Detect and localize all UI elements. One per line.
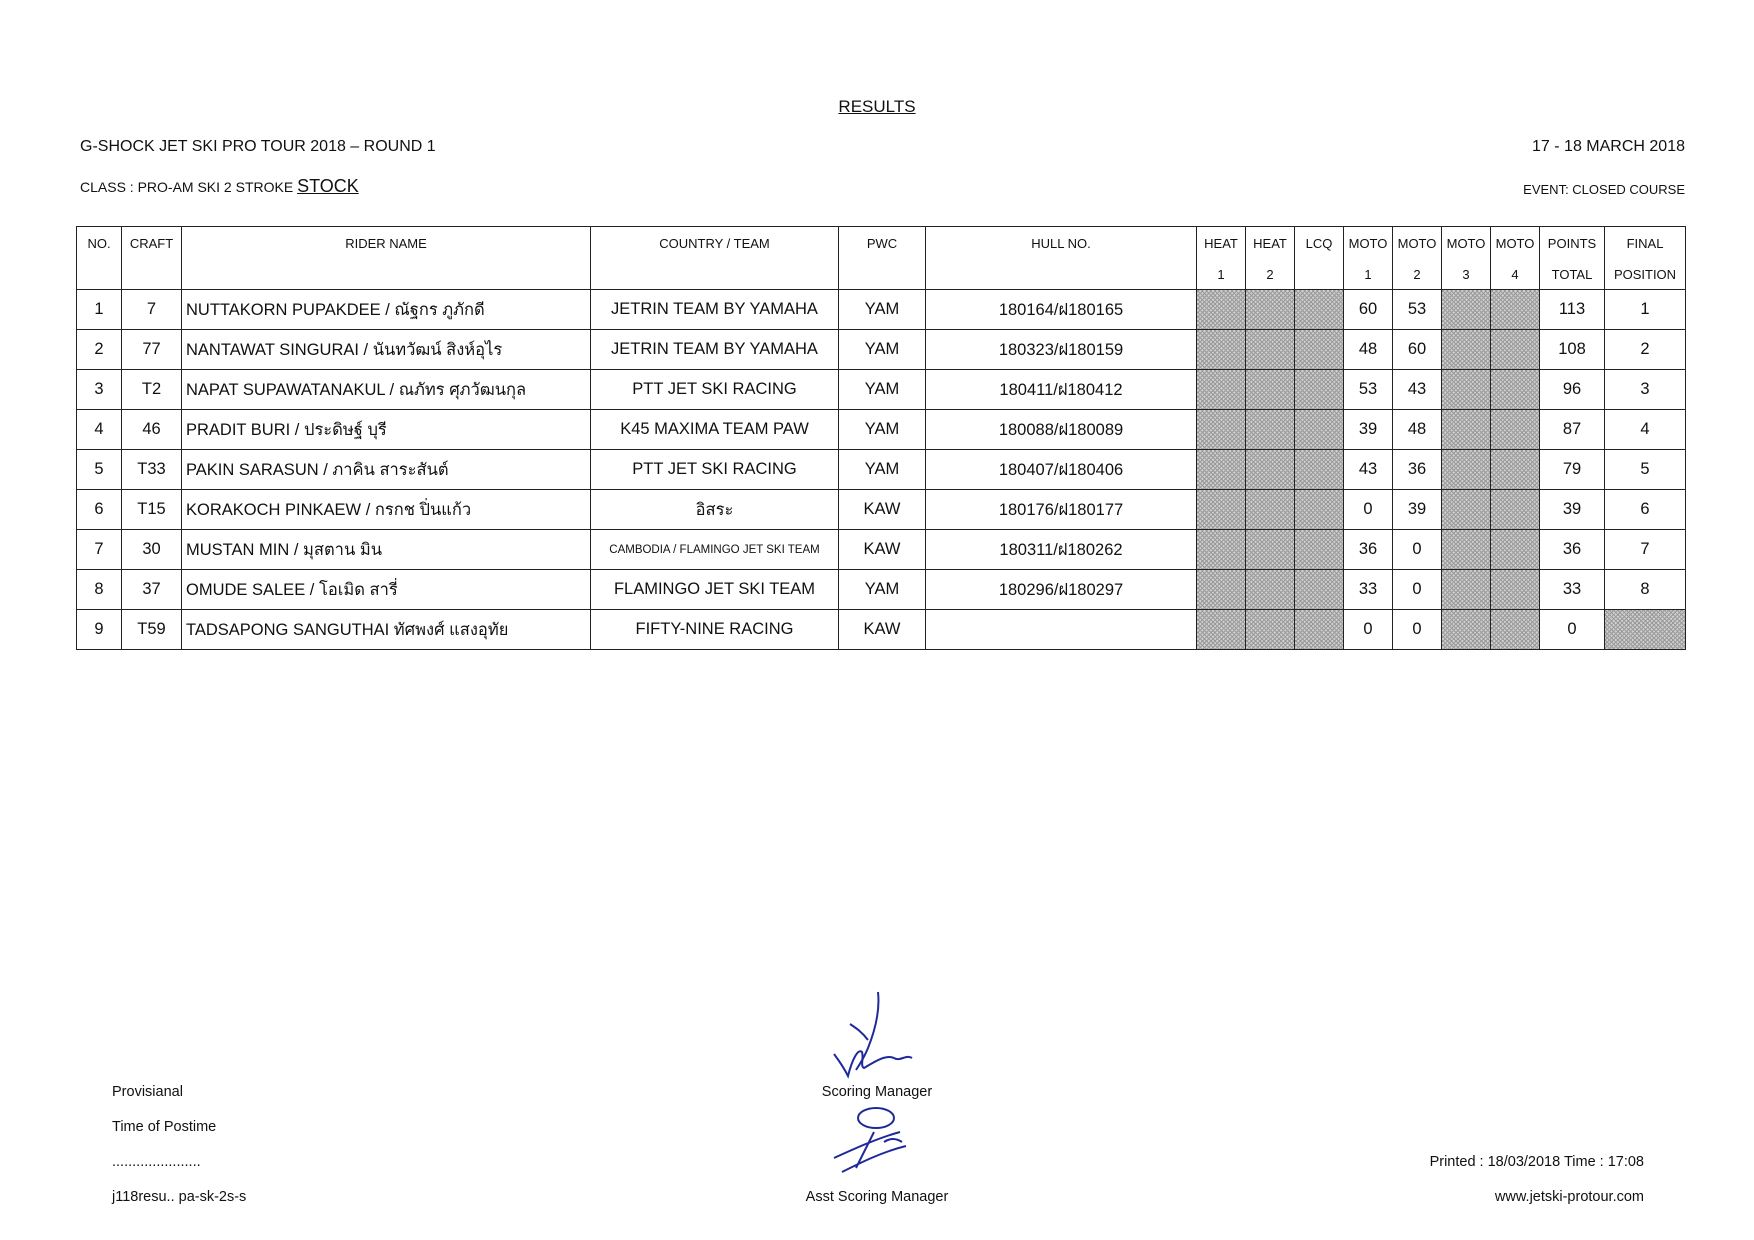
cell-craft: 7 bbox=[122, 290, 182, 330]
postime-blank: ...................... bbox=[112, 1154, 201, 1170]
cell-pwc: YAM bbox=[839, 370, 926, 410]
cell-rider-name: PRADIT BURI / ประดิษฐ์ บุรี bbox=[182, 410, 591, 450]
class-emphasis: STOCK bbox=[297, 176, 359, 196]
cell-no: 6 bbox=[77, 490, 122, 530]
cell-hull-no: 180088/ฝ180089 bbox=[926, 410, 1197, 450]
cell-moto-4 bbox=[1491, 490, 1540, 530]
cell-hull-no: 180296/ฝ180297 bbox=[926, 570, 1197, 610]
cell-rider-name: TADSAPONG SANGUTHAI ทัศพงศ์ แสงอุทัย bbox=[182, 610, 591, 650]
col-heat-2: HEAT 2 bbox=[1246, 227, 1295, 290]
cell-country-team: FIFTY-NINE RACING bbox=[591, 610, 839, 650]
cell-moto-4 bbox=[1491, 610, 1540, 650]
cell-country-team: PTT JET SKI RACING bbox=[591, 450, 839, 490]
cell-moto-2: 48 bbox=[1393, 410, 1442, 450]
col-lcq: LCQ bbox=[1295, 227, 1344, 290]
cell-rider-name: PAKIN SARASUN / ภาคิน สาระสันต์ bbox=[182, 450, 591, 490]
cell-heat-2 bbox=[1246, 290, 1295, 330]
cell-moto-2: 36 bbox=[1393, 450, 1442, 490]
cell-heat-2 bbox=[1246, 450, 1295, 490]
cell-moto-1: 43 bbox=[1344, 450, 1393, 490]
cell-pwc: YAM bbox=[839, 410, 926, 450]
results-body bbox=[77, 290, 1686, 650]
cell-pwc: YAM bbox=[839, 290, 926, 330]
cell-moto-4 bbox=[1491, 330, 1540, 370]
cell-rider-name: KORAKOCH PINKAEW / กรกช ปิ่นแก้ว bbox=[182, 490, 591, 530]
cell-rider-name: OMUDE SALEE / โอเมิด สารี่ bbox=[182, 570, 591, 610]
asst-scoring-manager-signature bbox=[826, 1102, 926, 1178]
cell-final-position: 7 bbox=[1605, 530, 1686, 570]
cell-points-total: 0 bbox=[1540, 610, 1605, 650]
cell-hull-no: 180176/ฝ180177 bbox=[926, 490, 1197, 530]
scoring-manager-signature bbox=[820, 988, 925, 1080]
cell-no: 2 bbox=[77, 330, 122, 370]
event-date: 17 - 18 MARCH 2018 bbox=[1532, 138, 1685, 155]
provisional-label: Provisianal bbox=[112, 1084, 183, 1100]
cell-moto-1: 36 bbox=[1344, 530, 1393, 570]
cell-points-total: 96 bbox=[1540, 370, 1605, 410]
cell-craft: T33 bbox=[122, 450, 182, 490]
cell-moto-3 bbox=[1442, 490, 1491, 530]
cell-moto-1: 0 bbox=[1344, 610, 1393, 650]
cell-moto-3 bbox=[1442, 530, 1491, 570]
cell-hull-no: 180323/ฝ180159 bbox=[926, 330, 1197, 370]
cell-points-total: 79 bbox=[1540, 450, 1605, 490]
cell-no: 3 bbox=[77, 370, 122, 410]
cell-craft: 30 bbox=[122, 530, 182, 570]
cell-heat-1 bbox=[1197, 450, 1246, 490]
col-points-total: POINTS TOTAL bbox=[1540, 227, 1605, 290]
cell-points-total: 39 bbox=[1540, 490, 1605, 530]
time-of-postime-label: Time of Postime bbox=[112, 1119, 217, 1135]
cell-hull-no: 180164/ฝ180165 bbox=[926, 290, 1197, 330]
cell-final-position bbox=[1605, 610, 1686, 650]
cell-heat-1 bbox=[1197, 490, 1246, 530]
cell-pwc: KAW bbox=[839, 610, 926, 650]
cell-heat-2 bbox=[1246, 370, 1295, 410]
table-row bbox=[77, 530, 1686, 570]
cell-heat-1 bbox=[1197, 370, 1246, 410]
cell-moto-2: 43 bbox=[1393, 370, 1442, 410]
cell-craft: 46 bbox=[122, 410, 182, 450]
cell-pwc: KAW bbox=[839, 530, 926, 570]
cell-hull-no bbox=[926, 610, 1197, 650]
cell-final-position: 6 bbox=[1605, 490, 1686, 530]
cell-lcq bbox=[1295, 490, 1344, 530]
table-row bbox=[77, 330, 1686, 370]
cell-hull-no: 180407/ฝ180406 bbox=[926, 450, 1197, 490]
table-row bbox=[77, 450, 1686, 490]
col-heat-1: HEAT 1 bbox=[1197, 227, 1246, 290]
cell-moto-3 bbox=[1442, 370, 1491, 410]
cell-country-team: PTT JET SKI RACING bbox=[591, 370, 839, 410]
table-row bbox=[77, 370, 1686, 410]
cell-points-total: 108 bbox=[1540, 330, 1605, 370]
printed-timestamp: Printed : 18/03/2018 Time : 17:08 bbox=[1429, 1154, 1644, 1170]
cell-craft: T2 bbox=[122, 370, 182, 410]
col-pwc: PWC bbox=[839, 227, 926, 290]
cell-moto-3 bbox=[1442, 290, 1491, 330]
cell-points-total: 36 bbox=[1540, 530, 1605, 570]
cell-craft: T59 bbox=[122, 610, 182, 650]
cell-heat-2 bbox=[1246, 410, 1295, 450]
cell-moto-2: 60 bbox=[1393, 330, 1442, 370]
cell-final-position: 5 bbox=[1605, 450, 1686, 490]
cell-craft: 77 bbox=[122, 330, 182, 370]
cell-lcq bbox=[1295, 330, 1344, 370]
cell-moto-1: 53 bbox=[1344, 370, 1393, 410]
cell-pwc: YAM bbox=[839, 450, 926, 490]
cell-rider-name: NANTAWAT SINGURAI / นันทวัฒน์ สิงห์อุไร bbox=[182, 330, 591, 370]
cell-lcq bbox=[1295, 570, 1344, 610]
table-row bbox=[77, 290, 1686, 330]
cell-moto-1: 39 bbox=[1344, 410, 1393, 450]
cell-moto-1: 33 bbox=[1344, 570, 1393, 610]
cell-hull-no: 180411/ฝ180412 bbox=[926, 370, 1197, 410]
cell-no: 4 bbox=[77, 410, 122, 450]
cell-moto-3 bbox=[1442, 410, 1491, 450]
col-moto-2: MOTO 2 bbox=[1393, 227, 1442, 290]
cell-lcq bbox=[1295, 610, 1344, 650]
cell-heat-2 bbox=[1246, 490, 1295, 530]
cell-heat-2 bbox=[1246, 330, 1295, 370]
cell-no: 5 bbox=[77, 450, 122, 490]
cell-moto-3 bbox=[1442, 330, 1491, 370]
cell-rider-name: NUTTAKORN PUPAKDEE / ณัฐกร ภูภักดี bbox=[182, 290, 591, 330]
col-craft: CRAFT bbox=[122, 227, 182, 290]
cell-lcq bbox=[1295, 450, 1344, 490]
cell-final-position: 3 bbox=[1605, 370, 1686, 410]
cell-country-team: JETRIN TEAM BY YAMAHA bbox=[591, 330, 839, 370]
cell-heat-2 bbox=[1246, 530, 1295, 570]
cell-moto-3 bbox=[1442, 610, 1491, 650]
cell-points-total: 33 bbox=[1540, 570, 1605, 610]
cell-final-position: 8 bbox=[1605, 570, 1686, 610]
col-moto-3: MOTO 3 bbox=[1442, 227, 1491, 290]
event-name: G-SHOCK JET SKI PRO TOUR 2018 – ROUND 1 bbox=[80, 138, 436, 155]
cell-lcq bbox=[1295, 410, 1344, 450]
table-row bbox=[77, 490, 1686, 530]
cell-pwc: KAW bbox=[839, 490, 926, 530]
class-line bbox=[80, 176, 359, 197]
scoring-manager-label: Scoring Manager bbox=[821, 1084, 933, 1100]
cell-country-team: K45 MAXIMA TEAM PAW bbox=[591, 410, 839, 450]
cell-heat-1 bbox=[1197, 570, 1246, 610]
cell-final-position: 2 bbox=[1605, 330, 1686, 370]
cell-no: 8 bbox=[77, 570, 122, 610]
cell-moto-3 bbox=[1442, 450, 1491, 490]
col-rider-name: RIDER NAME bbox=[182, 227, 591, 290]
cell-final-position: 1 bbox=[1605, 290, 1686, 330]
cell-country-team: JETRIN TEAM BY YAMAHA bbox=[591, 290, 839, 330]
cell-moto-4 bbox=[1491, 410, 1540, 450]
cell-no: 1 bbox=[77, 290, 122, 330]
event-type: EVENT: CLOSED COURSE bbox=[1523, 182, 1685, 197]
cell-points-total: 113 bbox=[1540, 290, 1605, 330]
cell-heat-1 bbox=[1197, 530, 1246, 570]
cell-heat-1 bbox=[1197, 410, 1246, 450]
cell-moto-2: 0 bbox=[1393, 530, 1442, 570]
cell-hull-no: 180311/ฝ180262 bbox=[926, 530, 1197, 570]
col-moto-4: MOTO 4 bbox=[1491, 227, 1540, 290]
cell-no: 9 bbox=[77, 610, 122, 650]
cell-moto-4 bbox=[1491, 370, 1540, 410]
cell-pwc: YAM bbox=[839, 570, 926, 610]
cell-moto-3 bbox=[1442, 570, 1491, 610]
cell-moto-4 bbox=[1491, 290, 1540, 330]
col-country-team: COUNTRY / TEAM bbox=[591, 227, 839, 290]
cell-heat-2 bbox=[1246, 570, 1295, 610]
cell-points-total: 87 bbox=[1540, 410, 1605, 450]
cell-moto-2: 53 bbox=[1393, 290, 1442, 330]
website-link[interactable]: www.jetski-protour.com bbox=[1494, 1189, 1644, 1205]
col-moto-1: MOTO 1 bbox=[1344, 227, 1393, 290]
cell-moto-1: 48 bbox=[1344, 330, 1393, 370]
cell-moto-2: 0 bbox=[1393, 610, 1442, 650]
col-final-position: FINAL POSITION bbox=[1605, 227, 1686, 290]
cell-heat-1 bbox=[1197, 330, 1246, 370]
asst-scoring-manager-label: Asst Scoring Manager bbox=[805, 1189, 949, 1205]
cell-country-team: FLAMINGO JET SKI TEAM bbox=[591, 570, 839, 610]
results-table bbox=[76, 226, 1686, 650]
col-no: NO. bbox=[77, 227, 122, 290]
cell-craft: T15 bbox=[122, 490, 182, 530]
cell-moto-2: 0 bbox=[1393, 570, 1442, 610]
cell-heat-1 bbox=[1197, 610, 1246, 650]
cell-lcq bbox=[1295, 290, 1344, 330]
file-code: j118resu.. pa-sk-2s-s bbox=[112, 1189, 247, 1205]
cell-final-position: 4 bbox=[1605, 410, 1686, 450]
cell-lcq bbox=[1295, 530, 1344, 570]
cell-moto-4 bbox=[1491, 450, 1540, 490]
cell-lcq bbox=[1295, 370, 1344, 410]
cell-pwc: YAM bbox=[839, 330, 926, 370]
cell-moto-4 bbox=[1491, 530, 1540, 570]
header-row bbox=[77, 227, 1686, 290]
table-row bbox=[77, 570, 1686, 610]
cell-country-team: อิสระ bbox=[591, 490, 839, 530]
cell-moto-1: 60 bbox=[1344, 290, 1393, 330]
cell-moto-2: 39 bbox=[1393, 490, 1442, 530]
cell-heat-2 bbox=[1246, 610, 1295, 650]
cell-moto-4 bbox=[1491, 570, 1540, 610]
col-hull-no: HULL NO. bbox=[926, 227, 1197, 290]
class-label: CLASS : PRO-AM SKI 2 STROKE bbox=[80, 179, 298, 195]
cell-moto-1: 0 bbox=[1344, 490, 1393, 530]
page-title: RESULTS bbox=[838, 97, 916, 116]
cell-rider-name: NAPAT SUPAWATANAKUL / ณภัทร ศุภวัฒนกุล bbox=[182, 370, 591, 410]
table-row bbox=[77, 410, 1686, 450]
cell-rider-name: MUSTAN MIN / มุสตาน มิน bbox=[182, 530, 591, 570]
table-row bbox=[77, 610, 1686, 650]
cell-country-team: CAMBODIA / FLAMINGO JET SKI TEAM bbox=[591, 530, 839, 570]
cell-heat-1 bbox=[1197, 290, 1246, 330]
cell-no: 7 bbox=[77, 530, 122, 570]
cell-craft: 37 bbox=[122, 570, 182, 610]
